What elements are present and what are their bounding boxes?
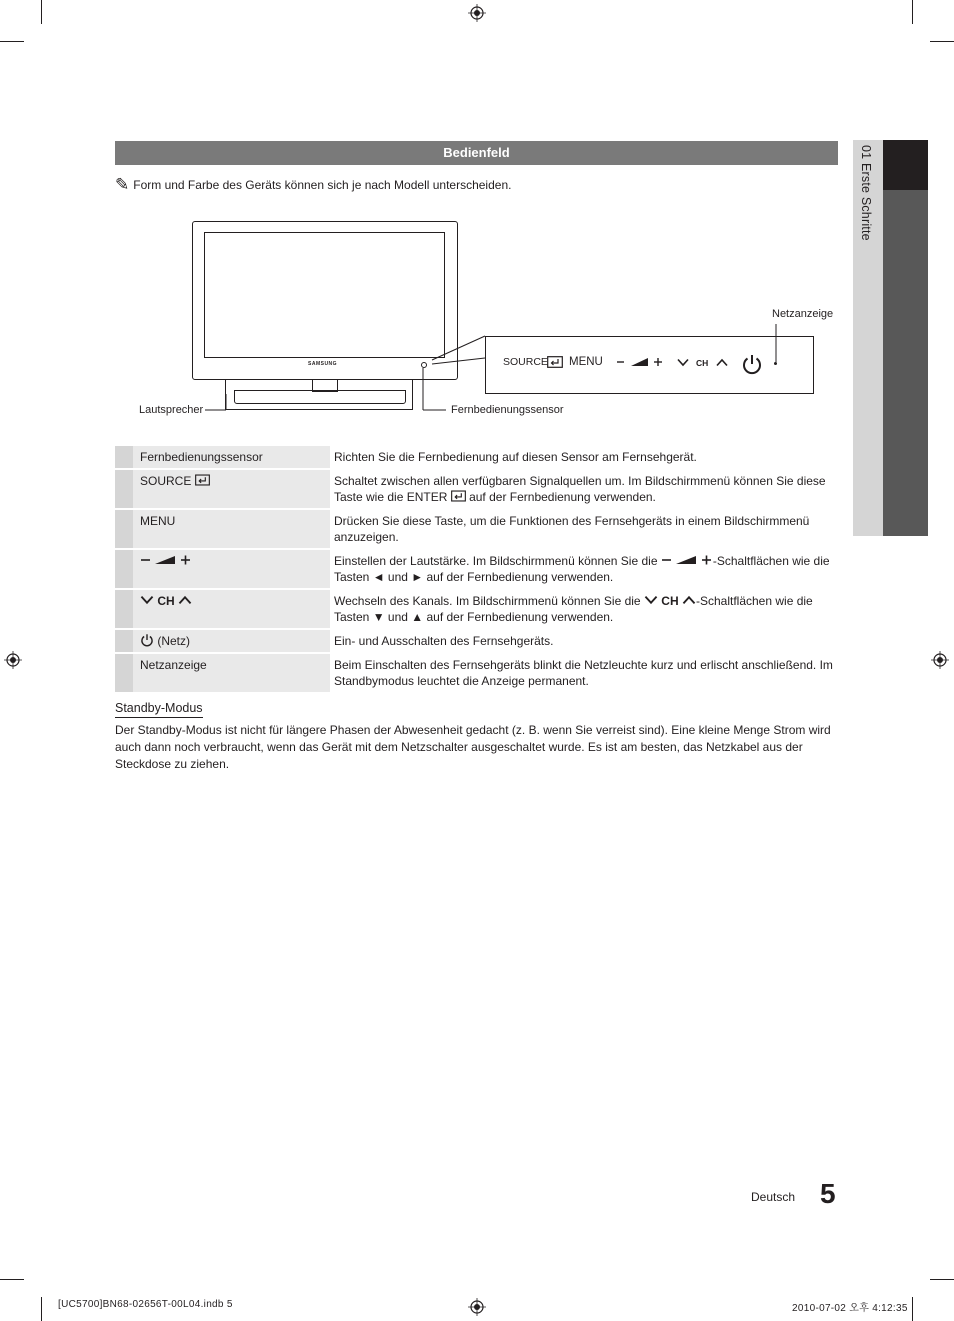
registration-mark-icon [931,651,949,669]
row-marker [115,550,133,588]
power-icon [140,633,154,647]
source-icon [547,356,563,368]
table-row [115,590,838,628]
label-netzanzeige: Netzanzeige [772,308,834,320]
print-slug-date: 2010-07-02 오후 4:12:35 [792,1303,908,1314]
standby-heading: Standby-Modus [115,701,203,718]
power-indicator-dot [774,362,777,365]
volume-control-icon [140,554,192,566]
row-key-text: (Netz) [157,634,191,648]
row-key: Netzanzeige [133,654,330,692]
table-row [115,470,838,508]
row-desc [330,550,838,588]
volume-control-icon [661,554,713,566]
tv-logo: SAMSUNG [308,361,338,367]
row-desc-text-a: Einstellen der Lautstärke. Im Bildschirmmenü können Sie die [334,554,658,568]
row-key [133,590,330,628]
registration-mark-icon [468,1298,486,1316]
table-row [115,550,838,588]
label-remote-sensor: Fernbedienungssensor [451,404,564,416]
registration-mark-icon [4,651,22,669]
row-key [133,630,330,652]
row-desc-text-a: Wechseln des Kanals. Im Bildschirmmenü können Sie die [334,594,641,608]
chapter-label: 01 Erste Schritte [859,145,873,241]
row-key [133,550,330,588]
panel-source-label: SOURCE [503,356,548,368]
row-marker [115,590,133,628]
row-desc-text-b: auf der Fernbedienung verwenden. [469,490,656,504]
row-marker [115,630,133,652]
row-marker [115,470,133,508]
ch-label: CH [661,594,679,608]
panel-menu-label: MENU [569,356,603,368]
row-marker [115,654,133,692]
source-icon [195,474,210,486]
enter-icon [451,490,466,502]
row-marker [115,510,133,548]
row-desc-text-a: Schaltet zwischen allen verfügbaren Signalquellen um. Im Bildschirmmenü können Sie diese Taste wie die [334,474,826,504]
row-desc-text-b: -Schaltflächen wie die Tasten ◄ und ► auf der Fernbedienung verwenden. [334,554,830,584]
pencil-note-icon: ✎ [115,175,130,194]
table-row [115,630,838,652]
panel-ch-label: CH [696,358,709,368]
print-slug-file: [UC5700]BN68-02656T-00L04.indb 5 [58,1299,233,1310]
table-row [115,510,838,548]
section-title: Bedienfeld [115,141,838,165]
crop-mark [0,1279,24,1280]
control-panel-table [115,444,838,694]
crop-mark [930,1279,954,1280]
row-desc: Richten Sie die Fernbedienung auf diesen Sensor am Fernsehgerät. [334,450,697,464]
label-lautsprecher: Lautsprecher [139,404,204,416]
row-desc: Drücken Sie diese Taste, um die Funktionen des Fernsehgeräts in einem Bildschirmmenü anzuzeigen. [334,514,810,544]
channel-up-icon [178,595,192,605]
crop-mark [912,1297,913,1321]
standby-text: Der Standby-Modus ist nicht für längere Phasen der Abwesenheit gedacht (z. B. wenn Sie verreist sind). Eine kleine Menge Strom wird auch dann noch verbraucht, wenn das Gerät mit dem Netzschalter ausgeschaltet wurde. Es ist am besten, das Netzkabel aus der Steckdose zu ziehen. [115,723,831,771]
channel-down-icon [677,358,689,367]
channel-up-icon [716,358,728,367]
note-text: Form und Farbe des Geräts können sich je nach Modell unterscheiden. [133,178,512,192]
row-desc [330,590,838,628]
crop-mark [41,1297,42,1321]
channel-up-icon [682,595,696,605]
footer-language: Deutsch [751,1190,796,1204]
table-row [115,654,838,692]
channel-down-icon [140,595,154,605]
enter-key-label: ENTER [406,490,448,504]
row-key [133,470,330,508]
row-key: Fernbedienungssensor [133,446,330,468]
row-desc-text-b: -Schaltflächen wie die Tasten ▼ und ▲ auf der Fernbedienung verwenden. [334,594,813,624]
row-key-text: SOURCE [140,474,192,488]
channel-down-icon [644,595,658,605]
row-key-text: CH [157,594,175,608]
row-desc: Beim Einschalten des Fernsehgeräts blinkt die Netzleuchte kurz und erlischt anschließend. Im Standbymodus leuchtet die Anzeige permanent. [334,658,833,688]
row-desc: Ein- und Ausschalten des Fernsehgeräts. [334,634,554,648]
table-row [115,446,838,468]
volume-control-icon [616,356,664,368]
page-number: 5 [820,1178,836,1209]
row-key: MENU [133,510,330,548]
row-desc [330,470,838,508]
power-icon [741,353,763,375]
row-marker [115,446,133,468]
